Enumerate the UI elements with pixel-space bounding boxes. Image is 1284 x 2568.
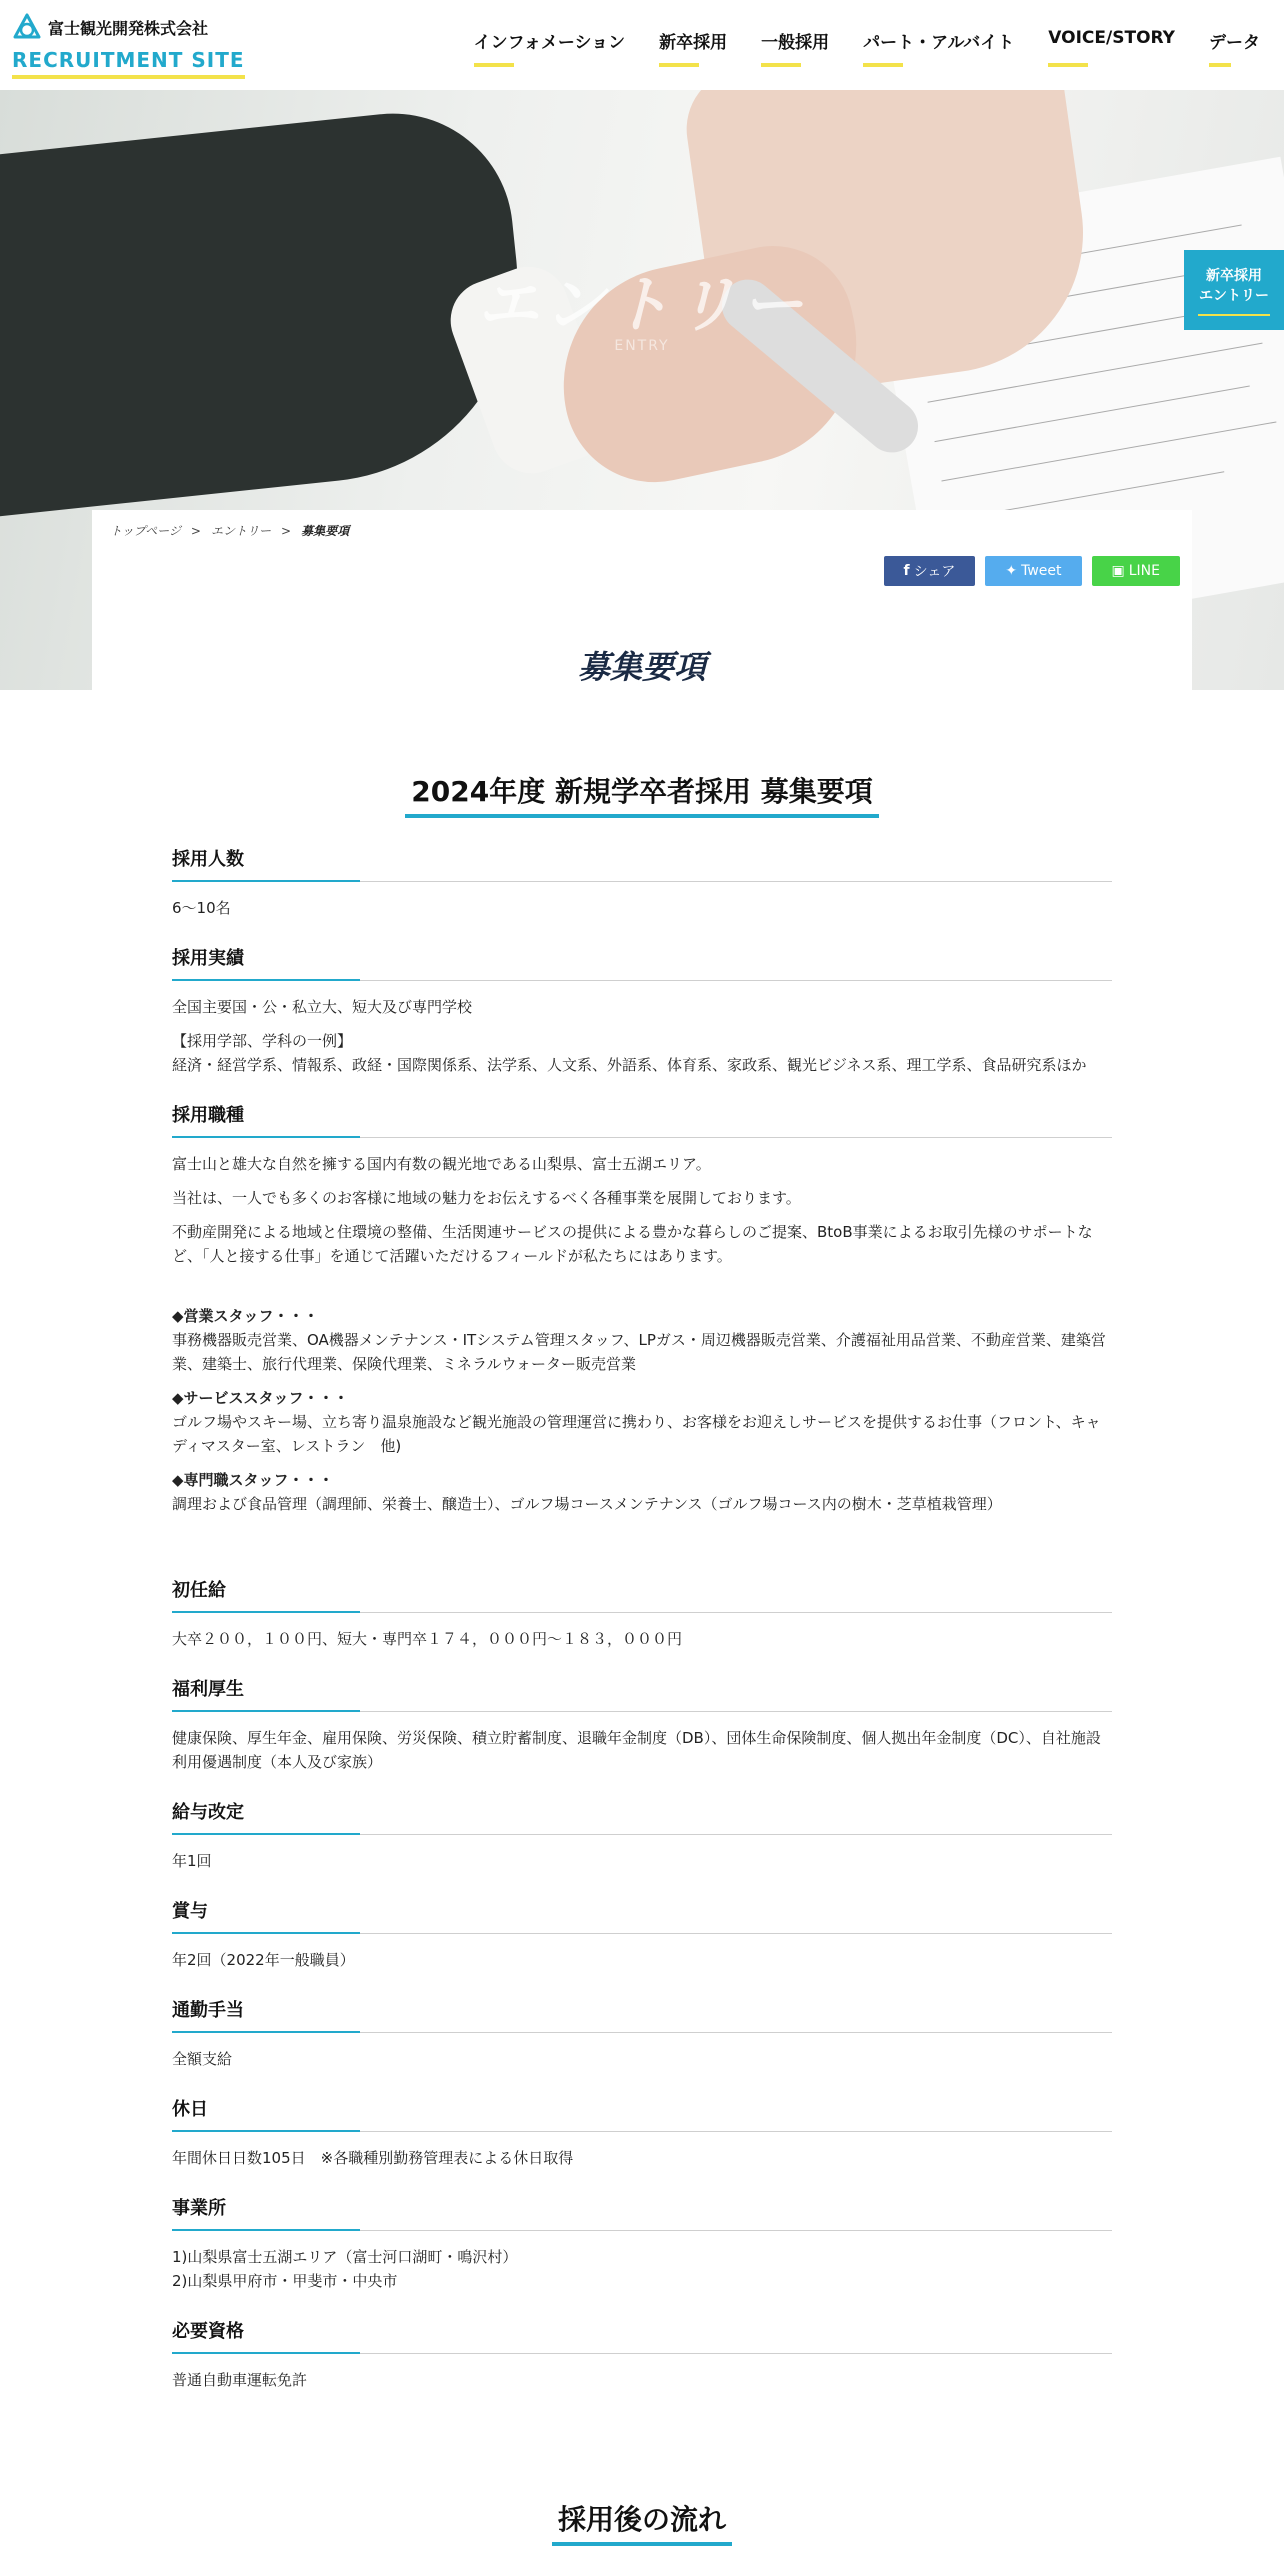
item-heading: 必要資格 [172,2317,1112,2354]
twitter-share-button[interactable] [985,556,1081,586]
next-section-title-wrap [0,2498,1284,2546]
item-text: ゴルフ場やスキー場、立ち寄り温泉施設など観光施設の管理運営に携わり、お客様をお迎えしサービスを提供するお仕事（フロント、キャディマスター室、レストラン 他) [172,1413,1101,1455]
item-text: 経済・経営学系、情報系、政経・国際関係系、法学系、人文系、外語系、体育系、家政系、観光ビジネス系、理工学系、食品研究系ほか [172,1056,1087,1074]
line-icon: ▣ [1111,563,1125,579]
item-heading: 初任給 [172,1576,1112,1613]
nav-general[interactable]: 一般採用 [761,28,829,67]
item-benefits [172,1675,1112,1774]
item-text: 全国主要国・公・私立大、短大及び専門学校 [172,998,473,1016]
item-heading: 福利厚生 [172,1675,1112,1712]
item-text: 不動産開発による地域と住環境の整備、生活関連サービスの提供による豊かな暮らしのご提案、BtoB事業によるお取引先様のサポートなど、「人と接する仕事」を通じて活躍いただけるフィールドが私たちにはあります。 [172,1223,1093,1265]
item-text: 健康保険、厚生年金、雇用保険、労災保険、積立貯蓄制度、退職年金制度（DB）、団体生命保険制度、個人拠出年金制度（DC）、自社施設利用優遇制度（本人及び家族） [172,1729,1101,1771]
job-category-sales: ◆営業スタッフ・・・ [172,1307,319,1325]
item-text: 1)山梨県富士五湖エリア（富士河口湖町・鳴沢村） [172,2248,518,2266]
item-heading: 通勤手当 [172,1996,1112,2033]
requirements-list [172,845,1112,2416]
item-heading: 給与改定 [172,1798,1112,1835]
item-hiring-record [172,944,1112,1077]
facebook-share-label: シェア [913,564,956,580]
side-entry-line1: 新卒採用 [1206,268,1262,284]
hero-subtitle: ENTRY [614,338,670,354]
item-heading: 採用実績 [172,944,1112,981]
facebook-share-button[interactable] [884,556,976,586]
site-label: RECRUITMENT SITE [12,48,245,79]
item-text: 6～10名 [172,899,231,917]
item-text: 当社は、一人でも多くのお客様に地域の魅力をお伝えするべく各種事業を展開しております。 [172,1189,801,1207]
next-section-title: 採用後の流れ [552,2498,732,2546]
item-qualifications [172,2317,1112,2392]
item-bonus [172,1897,1112,1972]
item-text: 【採用学部、学科の一例】 [172,1032,353,1050]
item-text: 富士山と雄大な自然を擁する国内有数の観光地である山梨県、富士五湖エリア。 [172,1155,711,1173]
company-name: 富士観光開発株式会社 [48,19,209,38]
nav-part-time[interactable]: パート・アルバイト [863,28,1014,67]
side-entry-line2: エントリー [1199,288,1269,304]
item-text: 全額支給 [172,2050,233,2068]
item-text: 調理および食品管理（調理師、栄養士、醸造士）、ゴルフ場コースメンテナンス（ゴルフ場コース内の樹木・芝草植栽管理） [172,1495,1002,1513]
job-category-specialist: ◆専門職スタッフ・・・ [172,1471,334,1489]
item-offices [172,2194,1112,2293]
item-commute-allowance [172,1996,1112,2071]
item-text: 年間休日日数105日 ※各職種別勤務管理表による休日取得 [172,2149,574,2167]
item-text: 年2回（2022年一般職員） [172,1951,355,1969]
item-text: 事務機器販売営業、OA機器メンテナンス・ITシステム管理スタッフ、LPガス・周辺機器販売営業、介護福祉用品営業、不動産営業、建築営業、建築士、旅行代理業、保険代理業、ミネラルウォーター販売営業 [172,1331,1106,1373]
item-text: 普通自動車運転免許 [172,2371,308,2389]
item-heading: 採用職種 [172,1101,1112,1138]
breadcrumb-separator: > [190,524,201,538]
breadcrumb-separator: > [281,524,292,538]
item-heading: 事業所 [172,2194,1112,2231]
company-logo-icon [12,12,42,42]
item-text: 大卒２００，１００円、短大・専門卒１７４，０００円～１８３，０００円 [172,1630,683,1648]
item-job-types [172,1101,1112,1552]
section-title: 2024年度 新規学卒者採用 募集要項 [405,770,878,818]
item-salary-revision [172,1798,1112,1873]
item-starting-salary [172,1576,1112,1651]
nav-information[interactable]: インフォメーション [474,28,625,67]
nav-new-graduate[interactable]: 新卒採用 [659,28,727,67]
line-share-label: LINE [1128,563,1160,579]
twitter-icon: ✦ [1005,563,1018,579]
hero-title: エントリー [476,268,807,341]
breadcrumb-entry[interactable]: エントリー [210,524,271,538]
side-entry-button[interactable] [1184,250,1284,330]
nav-voice-story[interactable]: VOICE/STORY [1048,28,1175,67]
twitter-share-label: Tweet [1021,563,1062,579]
main-nav [474,28,1260,67]
item-heading: 採用人数 [172,845,1112,882]
facebook-icon: f [903,563,910,579]
nav-data[interactable]: データ [1209,28,1260,67]
breadcrumb-current: 募集要項 [301,524,350,538]
section-title-wrap [0,770,1284,818]
site-logo[interactable] [12,10,245,74]
item-holidays [172,2095,1112,2170]
item-text: 2)山梨県甲府市・甲斐市・中央市 [172,2272,398,2290]
item-hiring-count [172,845,1112,920]
item-heading: 賞与 [172,1897,1112,1934]
breadcrumb [110,522,349,539]
page-title: 募集要項 [577,648,706,686]
line-share-button[interactable] [1092,556,1180,586]
item-text: 年1回 [172,1852,212,1870]
share-buttons [884,556,1180,586]
job-category-service: ◆サービススタッフ・・・ [172,1389,349,1407]
site-header [0,0,1284,90]
item-heading: 休日 [172,2095,1112,2132]
breadcrumb-home[interactable]: トップページ [110,524,181,538]
title-panel [92,510,1192,690]
